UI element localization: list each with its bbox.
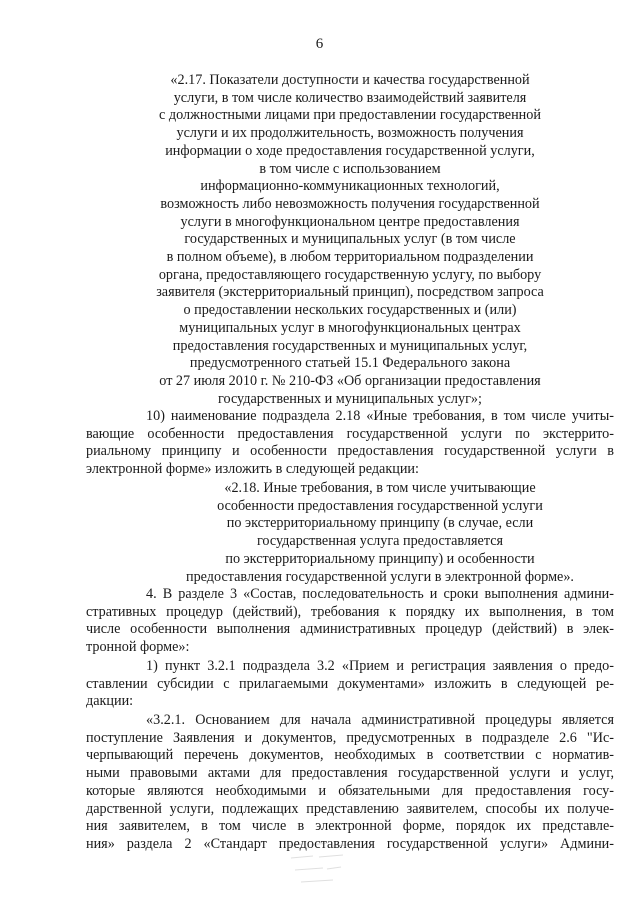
section-3-2-1-line: поступление Заявления и документов, предусмотренных в подразделе 2.6 "Ис-: [86, 729, 614, 746]
item-10: [86, 408, 614, 479]
section-2-17-line: возможность либо невозможность получения государственной: [160, 195, 540, 212]
section-2-18-line: по экстерриториальному принципу (в случае, если: [226, 515, 534, 532]
section-2-17-line: услуги и их продолжительность, возможность получения: [176, 125, 524, 142]
section-2-17-line: «2.17. Показатели доступности и качества государственной: [170, 72, 530, 88]
section-2-17-line: информационно-коммуникационных технологий,: [200, 178, 500, 195]
section-2-17-line: в том числе с использованием: [259, 160, 441, 177]
section-3-2-1-line: «3.2.1. Основанием для начала административной процедуры является: [146, 712, 614, 728]
item-4-line: числе особенности выполнения административных процедур (действий) в элек-: [86, 621, 614, 638]
section-3-2-1-line: черпывающий перечень документов, необходимых в соответствии с норматив-: [86, 747, 614, 764]
section-2-17-line: о предоставлении нескольких государственных и (или): [183, 302, 517, 319]
item-1-line: дакции:: [86, 693, 134, 710]
section-2-18-line: предоставления государственной услуги в электронной форме».: [186, 568, 574, 585]
section-2-17: [140, 72, 560, 408]
section-2-18-line: государственная услуга предоставляется: [256, 533, 504, 550]
page-number: 6: [315, 36, 324, 52]
section-3-2-1-line: которые являются необходимыми и обязательными для предоставления госу-: [86, 782, 614, 799]
section-2-17-line: услуги в многофункциональном центре предоставления: [180, 213, 520, 230]
section-3-2-1-line: ния» раздела 2 «Стандарт предоставления государственной услуги» Админи-: [86, 835, 614, 852]
section-3-2-1-line: ния заявителем, в том числе в электронной форме, порядок их представле-: [86, 818, 614, 835]
faint-stamp-mark: [283, 836, 353, 896]
section-2-18-line: особенности предоставления государственной услуги: [217, 497, 543, 514]
item-4-line: тронной форме»:: [86, 639, 190, 656]
section-2-18-line: «2.18. Иные требования, в том числе учитывающие: [224, 480, 536, 496]
section-3-2-1-line: ными правовыми актами для предоставления государственной услуги и услуг,: [86, 765, 614, 782]
section-2-17-line: органа, предоставляющего государственную услугу, по выбору: [158, 266, 542, 283]
section-2-17-line: информации о ходе предоставления государственной услуги,: [165, 142, 535, 159]
item-10-line: риальному принципу и особенности предоставления государственной услуги в: [86, 443, 614, 460]
section-2-17-line: предоставления государственных и муниципальных услуг,: [172, 337, 528, 354]
item-4-line: 4. В разделе 3 «Состав, последовательность и сроки выполнения админи-: [146, 586, 614, 602]
section-2-18: [170, 480, 590, 586]
item-1-line: ставлении субсидии с прилагаемыми документами» изложить в следующей ре-: [86, 675, 614, 692]
item-10-line: электронной форме» изложить в следующей редакции:: [86, 461, 419, 478]
item-10-line: вающие особенности предоставления государственной услуги по экстеррито-: [86, 425, 614, 442]
section-2-17-line: от 27 июля 2010 г. № 210-ФЗ «Об организации предоставления: [159, 372, 541, 389]
section-3-2-1-line: дарственной услуги, подлежащих представлению заявителем, способы их получе-: [86, 800, 614, 817]
section-2-17-line: с должностными лицами при предоставлении государственной: [159, 107, 541, 124]
item-4: [86, 586, 614, 657]
section-2-17-line: государственных и муниципальных услуг»;: [218, 390, 482, 407]
item-1: [86, 658, 614, 711]
section-2-17-line: предусмотренного статьей 15.1 Федерального закона: [189, 355, 511, 372]
section-2-18-line: по экстерриториальному принципу) и особенности: [225, 550, 535, 567]
item-4-line: стративных процедур (действий), требования к порядку их выполнения, в том: [86, 603, 614, 620]
section-2-17-line: в полном объеме), в любом территориальном подразделении: [166, 249, 534, 266]
item-1-line: 1) пункт 3.2.1 подраздела 3.2 «Прием и регистрация заявления о предо-: [146, 658, 614, 674]
section-2-17-line: государственных и муниципальных услуг (в том числе: [184, 231, 516, 248]
section-2-17-line: заявителя (экстерриториальный принцип), посредством запроса: [156, 284, 544, 301]
section-2-17-line: муниципальных услуг в многофункциональных центрах: [179, 319, 521, 336]
item-10-line: 10) наименование подраздела 2.18 «Иные требования, в том числе учиты-: [146, 408, 614, 424]
section-3-2-1: [86, 712, 614, 854]
section-2-17-line: услуги, в том числе количество взаимодействий заявителя: [173, 89, 527, 106]
